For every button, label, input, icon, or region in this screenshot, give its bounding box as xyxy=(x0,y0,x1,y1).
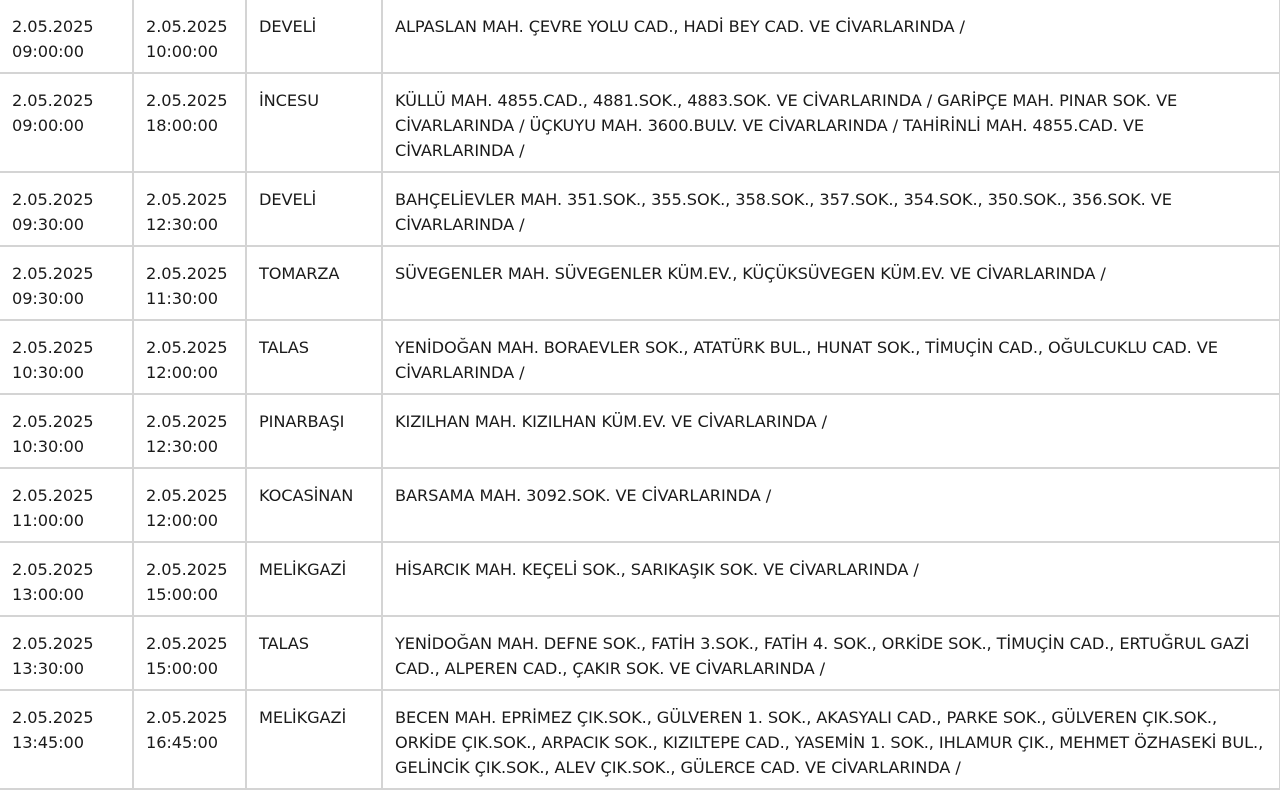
end-date: 2.05.2025 xyxy=(146,634,228,653)
start-time: 10:30:00 xyxy=(12,437,84,456)
start-date: 2.05.2025 xyxy=(12,264,94,283)
end-date: 2.05.2025 xyxy=(146,486,228,505)
end-time: 12:30:00 xyxy=(146,437,218,456)
district-cell: TALAS xyxy=(246,320,382,394)
address-cell: BAHÇELİEVLER MAH. 351.SOK., 355.SOK., 358.SOK., 357.SOK., 354.SOK., 350.SOK., 356.SOK. VE CİVARLARINDA / xyxy=(382,172,1280,246)
start-time: 11:00:00 xyxy=(12,511,84,530)
table-row xyxy=(0,0,1280,73)
start-datetime-cell xyxy=(0,468,133,542)
address-cell: KÜLLÜ MAH. 4855.CAD., 4881.SOK., 4883.SOK. VE CİVARLARINDA / GARİPÇE MAH. PINAR SOK. VE CİVARLARINDA / ÜÇKUYU MAH. 3600.BULV. VE CİVARLARINDA / TAHİRİNLİ MAH. 4855.CAD. VE CİVARLARINDA / xyxy=(382,73,1280,172)
end-date: 2.05.2025 xyxy=(146,708,228,727)
address-cell: BARSAMA MAH. 3092.SOK. VE CİVARLARINDA / xyxy=(382,468,1280,542)
end-time: 15:00:00 xyxy=(146,659,218,678)
end-time: 10:00:00 xyxy=(146,42,218,61)
district-cell: TALAS xyxy=(246,616,382,690)
start-datetime-cell xyxy=(0,172,133,246)
end-time: 15:00:00 xyxy=(146,585,218,604)
address-cell: BECEN MAH. EPRİMEZ ÇIK.SOK., GÜLVEREN 1. SOK., AKASYALI CAD., PARKE SOK., GÜLVEREN ÇIK.SOK., ORKİDE ÇIK.SOK., ARPACIK SOK., KIZILTEPE CAD., YASEMİN 1. SOK., IHLAMUR ÇIK., MEHMET ÖZHASEKİ BUL., GELİNCİK ÇIK.SOK., ALEV ÇIK.SOK., GÜLERCE CAD. VE CİVARLARINDA / xyxy=(382,690,1280,789)
district-cell: DEVELİ xyxy=(246,0,382,73)
start-date: 2.05.2025 xyxy=(12,17,94,36)
table-row xyxy=(0,690,1280,789)
end-date: 2.05.2025 xyxy=(146,412,228,431)
start-datetime-cell xyxy=(0,394,133,468)
end-datetime-cell xyxy=(133,0,246,73)
end-datetime-cell xyxy=(133,616,246,690)
start-time: 13:45:00 xyxy=(12,733,84,752)
end-time: 18:00:00 xyxy=(146,116,218,135)
start-time: 09:00:00 xyxy=(12,42,84,61)
end-date: 2.05.2025 xyxy=(146,560,228,579)
district-cell: PINARBAŞI xyxy=(246,394,382,468)
start-time: 09:30:00 xyxy=(12,289,84,308)
table-row xyxy=(0,542,1280,616)
end-date: 2.05.2025 xyxy=(146,190,228,209)
end-datetime-cell xyxy=(133,690,246,789)
start-datetime-cell xyxy=(0,616,133,690)
start-date: 2.05.2025 xyxy=(12,91,94,110)
district-cell: İNCESU xyxy=(246,73,382,172)
end-date: 2.05.2025 xyxy=(146,17,228,36)
start-datetime-cell xyxy=(0,246,133,320)
table-row xyxy=(0,468,1280,542)
end-date: 2.05.2025 xyxy=(146,264,228,283)
address-cell: HİSARCIK MAH. KEÇELİ SOK., SARIKAŞIK SOK. VE CİVARLARINDA / xyxy=(382,542,1280,616)
end-time: 12:00:00 xyxy=(146,363,218,382)
end-datetime-cell xyxy=(133,246,246,320)
end-date: 2.05.2025 xyxy=(146,338,228,357)
end-datetime-cell xyxy=(133,468,246,542)
end-datetime-cell xyxy=(133,394,246,468)
end-time: 12:30:00 xyxy=(146,215,218,234)
end-datetime-cell xyxy=(133,172,246,246)
address-cell: ALPASLAN MAH. ÇEVRE YOLU CAD., HADİ BEY CAD. VE CİVARLARINDA / xyxy=(382,0,1280,73)
start-date: 2.05.2025 xyxy=(12,634,94,653)
district-cell: TOMARZA xyxy=(246,246,382,320)
end-time: 11:30:00 xyxy=(146,289,218,308)
district-cell: KOCASİNAN xyxy=(246,468,382,542)
start-datetime-cell xyxy=(0,542,133,616)
start-time: 09:30:00 xyxy=(12,215,84,234)
address-cell: KIZILHAN MAH. KIZILHAN KÜM.EV. VE CİVARLARINDA / xyxy=(382,394,1280,468)
table-row xyxy=(0,320,1280,394)
start-date: 2.05.2025 xyxy=(12,190,94,209)
address-cell: SÜVEGENLER MAH. SÜVEGENLER KÜM.EV., KÜÇÜKSÜVEGEN KÜM.EV. VE CİVARLARINDA / xyxy=(382,246,1280,320)
table-row xyxy=(0,616,1280,690)
address-cell: YENİDOĞAN MAH. BORAEVLER SOK., ATATÜRK BUL., HUNAT SOK., TİMUÇİN CAD., OĞULCUKLU CAD. VE CİVARLARINDA / xyxy=(382,320,1280,394)
end-datetime-cell xyxy=(133,542,246,616)
start-time: 10:30:00 xyxy=(12,363,84,382)
table-row xyxy=(0,246,1280,320)
table-row xyxy=(0,172,1280,246)
start-date: 2.05.2025 xyxy=(12,560,94,579)
end-datetime-cell xyxy=(133,73,246,172)
start-time: 13:30:00 xyxy=(12,659,84,678)
start-date: 2.05.2025 xyxy=(12,486,94,505)
start-date: 2.05.2025 xyxy=(12,338,94,357)
end-date: 2.05.2025 xyxy=(146,91,228,110)
district-cell: MELİKGAZİ xyxy=(246,690,382,789)
start-datetime-cell xyxy=(0,0,133,73)
start-datetime-cell xyxy=(0,320,133,394)
start-time: 09:00:00 xyxy=(12,116,84,135)
address-cell: YENİDOĞAN MAH. DEFNE SOK., FATİH 3.SOK., FATİH 4. SOK., ORKİDE SOK., TİMUÇİN CAD., ERTUĞRUL GAZİ CAD., ALPEREN CAD., ÇAKIR SOK. VE CİVARLARINDA / xyxy=(382,616,1280,690)
district-cell: MELİKGAZİ xyxy=(246,542,382,616)
start-date: 2.05.2025 xyxy=(12,412,94,431)
end-time: 12:00:00 xyxy=(146,511,218,530)
table-row xyxy=(0,394,1280,468)
end-time: 16:45:00 xyxy=(146,733,218,752)
end-datetime-cell xyxy=(133,320,246,394)
start-date: 2.05.2025 xyxy=(12,708,94,727)
district-cell: DEVELİ xyxy=(246,172,382,246)
start-datetime-cell xyxy=(0,690,133,789)
start-datetime-cell xyxy=(0,73,133,172)
table-row xyxy=(0,73,1280,172)
start-time: 13:00:00 xyxy=(12,585,84,604)
